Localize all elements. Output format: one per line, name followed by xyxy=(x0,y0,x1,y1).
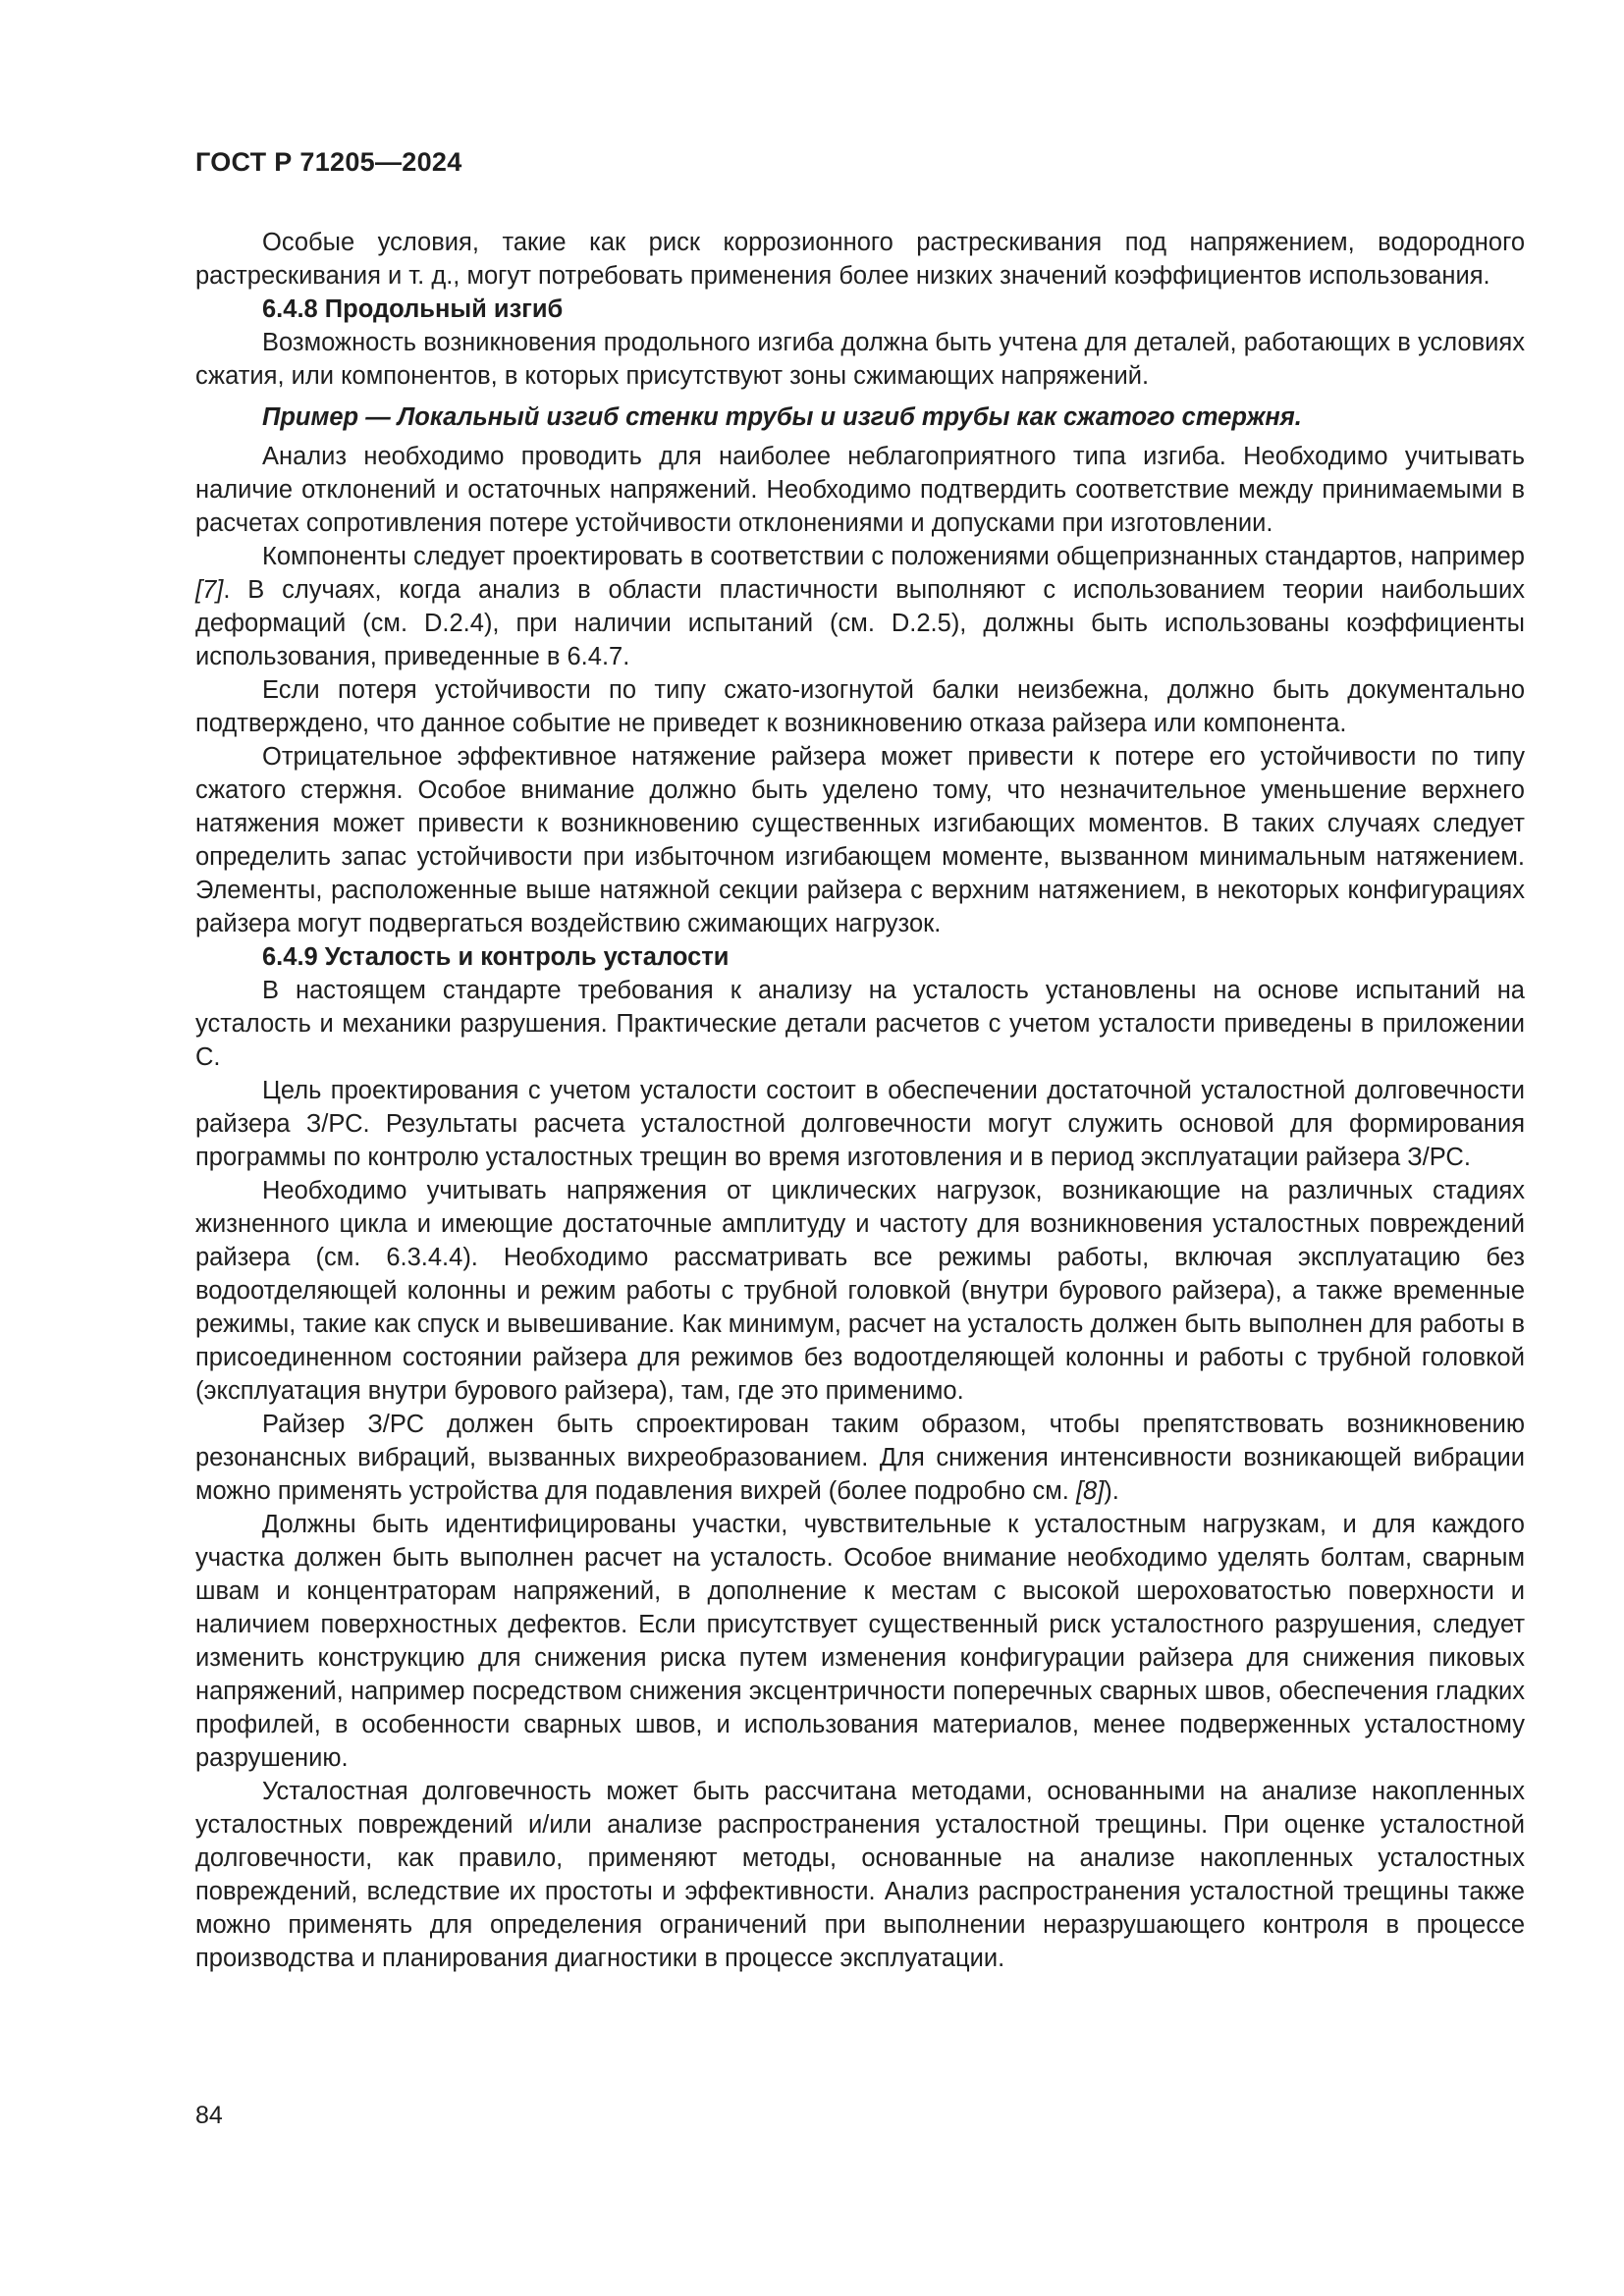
example-note: Пример — Локальный изгиб стенки трубы и изгиб трубы как сжатого стержня. xyxy=(262,403,1302,431)
reference-8: [8] xyxy=(1075,1477,1105,1505)
paragraph-fatigue-methods: Усталостная долговечность может быть рассчитана методами, основанными на анализе накопленных усталостных повреждений и/или анализе распространения усталостной трещины. При оценке усталостной долговечности, как правило, применяют методы, основанные на анализе накопленных усталостных повреждений, вследствие их простоты и эффективности. Анализ распространения усталостной трещины также можно применять для определения ограничений при выполнении неразрушающего контроля в процессе производства и планирования диагностики в процессе эксплуатации. xyxy=(195,1778,1525,1972)
section-heading-6-4-8: 6.4.8 Продольный изгиб xyxy=(262,295,564,323)
document-header: ГОСТ Р 71205—2024 xyxy=(195,147,462,177)
paragraph-negative-tension: Отрицательное эффективное натяжение райзера может привести к потере его устойчивости по типу сжатого стержня. Особое внимание должно быть уделено тому, что незначительное уменьшение верхнего натяжения может привести к возникновению существенных изгибающих моментов. В таких случаях следует определить запас устойчивости при избыточном изгибающем моменте, вызванном минимальным натяжением. Элементы, расположенные выше натяжной секции райзера с верхним натяжением, в некоторых конфигурациях райзера могут подвергаться воздействию сжимающих нагрузок. xyxy=(195,743,1525,937)
paragraph-components-text-2: . В случаях, когда анализ в области пластичности выполняют с использованием теории наибольших деформаций (см. D.2.4), при наличии испытаний (см. D.2.5), должны быть использованы коэффициенты использования, приведенные в 6.4.7. xyxy=(195,576,1525,670)
paragraph-special-conditions: Особые условия, такие как риск коррозионного растрескивания под напряжением, водородного растрескивания и т. д., могут потребовать применения более низких значений коэффициентов использования. xyxy=(195,229,1525,290)
paragraph-fatigue-sensitive: Должны быть идентифицированы участки, чувствительные к усталостным нагрузкам, и для каждого участка должен быть выполнен расчет на усталость. Особое внимание необходимо уделять болтам, сварным швам и концентраторам напряжений, в дополнение к местам с высокой шероховатостью поверхности и наличием поверхностных дефектов. Если присутствует существенный риск усталостного разрушения, следует изменить конструкцию для снижения риска путем изменения конфигурации райзера для снижения пиковых напряжений, например посредством снижения эксцентричности поперечных сварных швов, обеспечения гладких профилей, в особенности сварных швов, и использования материалов, менее подверженных усталостному разрушению. xyxy=(195,1511,1525,1772)
paragraph-viv xyxy=(195,1408,1525,1508)
paragraph-components xyxy=(195,540,1525,673)
paragraph-fatigue-goal: Цель проектирования с учетом усталости состоит в обеспечении достаточной усталостной долговечности райзера З/РС. Результаты расчета усталостной долговечности могут служить основой для формирования программы по контролю усталостных трещин во время изготовления и в период эксплуатации райзера З/РС. xyxy=(195,1077,1525,1171)
paragraph-viv-text-1: Райзер З/РС должен быть спроектирован таким образом, чтобы препятствовать возникновению резонансных вибраций, вызванных вихреобразованием. Для снижения интенсивности возникающей вибрации можно применять устройства для подавления вихрей (более подробно см. xyxy=(195,1411,1525,1505)
paragraph-viv-text-2: ). xyxy=(1104,1477,1119,1505)
paragraph-analysis: Анализ необходимо проводить для наиболее неблагоприятного типа изгиба. Необходимо учитывать наличие отклонений и остаточных напряжений. Необходимо подтвердить соответствие между принимаемыми в расчетах сопротивления потере устойчивости отклонениями и допусками при изготовлении. xyxy=(195,443,1525,537)
document-body xyxy=(195,226,1525,1975)
paragraph-cyclic-loads: Необходимо учитывать напряжения от циклических нагрузок, возникающие на различных стадиях жизненного цикла и имеющие достаточные амплитуду и частоту для возникновения усталостных повреждений райзера (см. 6.3.4.4). Необходимо рассматривать все режимы работы, включая эксплуатацию без водоотделяющей колонны и режим работы с трубной головкой (внутри бурового райзера), а также временные режимы, такие как спуск и вывешивание. Как минимум, расчет на усталость должен быть выполнен для работы в присоединенном состоянии райзера для режимов без водоотделяющей колонны и работы с трубной головкой (эксплуатация внутри бурового райзера), там, где это применимо. xyxy=(195,1177,1525,1405)
page-number: 84 xyxy=(195,2102,223,2129)
section-heading-6-4-9: 6.4.9 Усталость и контроль усталости xyxy=(262,943,730,971)
paragraph-buckling-intro: Возможность возникновения продольного изгиба должна быть учтена для деталей, работающих в условиях сжатия, или компонентов, в которых присутствуют зоны сжимающих напряжений. xyxy=(195,329,1525,390)
paragraph-components-text-1: Компоненты следует проектировать в соответствии с положениями общепризнанных стандартов, например xyxy=(262,543,1525,570)
paragraph-beam-column: Если потеря устойчивости по типу сжато-изогнутой балки неизбежна, должно быть документально подтверждено, что данное событие не приведет к возникновению отказа райзера или компонента. xyxy=(195,676,1525,737)
paragraph-fatigue-standard: В настоящем стандарте требования к анализу на усталость установлены на основе испытаний на усталость и механики разрушения. Практические детали расчетов с учетом усталости приведены в приложении С. xyxy=(195,977,1525,1071)
reference-7: [7] xyxy=(195,576,224,604)
